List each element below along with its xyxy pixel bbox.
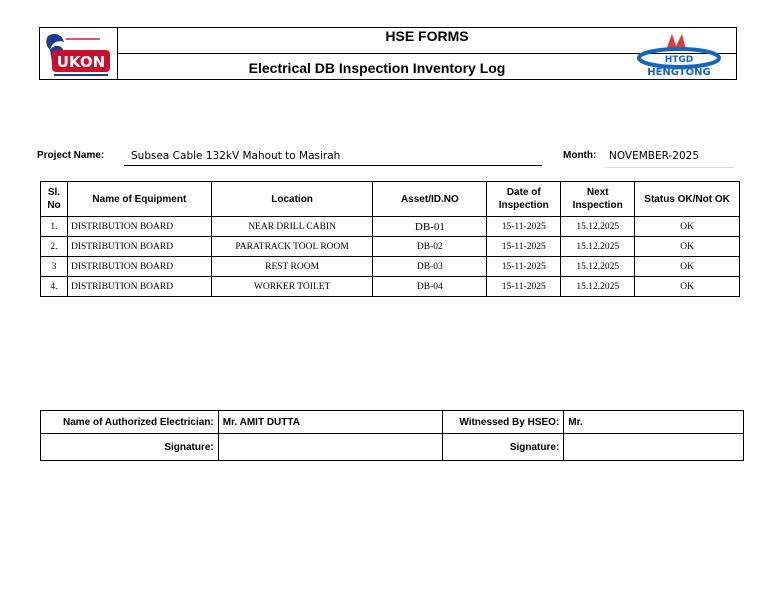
cell-equipment[interactable]: DISTRIBUTION BOARD — [67, 257, 211, 277]
cell-status[interactable]: OK — [635, 217, 740, 237]
project-name-field[interactable]: Subsea Cable 132kV Mahout to Masirah — [124, 148, 542, 166]
column-header-date-of-inspection: Date of Inspection — [487, 182, 561, 217]
table-row — [41, 217, 740, 237]
witness-signature-field[interactable] — [564, 434, 744, 461]
cell-location[interactable]: WORKER TOILET — [211, 277, 373, 297]
cell-asset-id[interactable]: DB-03 — [373, 257, 487, 277]
cell-asset-id[interactable]: DB-04 — [373, 277, 487, 297]
electrician-row — [41, 411, 744, 434]
cell-equipment[interactable]: DISTRIBUTION BOARD — [67, 217, 211, 237]
cell-date-of-inspection[interactable]: 15-11-2025 — [487, 277, 561, 297]
form-header — [39, 27, 737, 80]
form-title: Electrical DB Inspection Inventory Log — [248, 60, 506, 76]
electrician-label: Name of Authorized Electrician: — [41, 411, 219, 434]
hengtong-logo — [636, 28, 736, 79]
witness-name-field[interactable]: Mr. — [564, 411, 744, 434]
witness-label: Witnessed By HSEO: — [443, 411, 564, 434]
cell-location[interactable]: REST ROOM — [211, 257, 373, 277]
cell-location[interactable]: PARATRACK TOOL ROOM — [211, 237, 373, 257]
signature-row — [41, 434, 744, 461]
cell-location[interactable]: NEAR DRILL CABIN — [211, 217, 373, 237]
cell-next-inspection[interactable]: 15.12.2025 — [561, 217, 635, 237]
electrician-signature-field[interactable] — [218, 434, 443, 461]
table-row — [41, 257, 740, 277]
form-category-title: HSE FORMS — [118, 28, 736, 54]
cell-status[interactable]: OK — [635, 277, 740, 297]
column-header-asset-id: Asset/ID.NO — [373, 182, 487, 217]
column-header-sl-no: Sl. No — [41, 182, 68, 217]
cell-asset-id[interactable]: DB-01 — [373, 217, 487, 237]
cell-sl-no[interactable]: 4. — [41, 277, 68, 297]
cell-sl-no[interactable]: 3 — [41, 257, 68, 277]
table-row — [41, 277, 740, 297]
cell-date-of-inspection[interactable]: 15-11-2025 — [487, 217, 561, 237]
cell-status[interactable]: OK — [635, 237, 740, 257]
cell-status[interactable]: OK — [635, 257, 740, 277]
column-header-equipment: Name of Equipment — [67, 182, 211, 217]
svg-text:HTGD: HTGD — [664, 55, 694, 65]
project-name-label: Project Name: — [37, 150, 105, 161]
table-header-row — [41, 182, 740, 217]
column-header-location: Location — [211, 182, 373, 217]
column-header-status: Status OK/Not OK — [635, 182, 740, 217]
signature-table — [40, 410, 744, 461]
cell-equipment[interactable]: DISTRIBUTION BOARD — [67, 237, 211, 257]
cell-sl-no[interactable]: 1. — [41, 217, 68, 237]
cell-equipment[interactable]: DISTRIBUTION BOARD — [67, 277, 211, 297]
cell-next-inspection[interactable]: 15.12.2025 — [561, 257, 635, 277]
cell-sl-no[interactable]: 2. — [41, 237, 68, 257]
ukon-logo — [40, 28, 118, 79]
svg-text:HENGTONG: HENGTONG — [647, 67, 711, 78]
cell-date-of-inspection[interactable]: 15-11-2025 — [487, 257, 561, 277]
electrician-signature-label: Signature: — [41, 434, 219, 461]
electrician-name-field[interactable]: Mr. AMIT DUTTA — [218, 411, 443, 434]
month-label: Month: — [563, 150, 597, 161]
inspection-table — [40, 181, 740, 297]
cell-date-of-inspection[interactable]: 15-11-2025 — [487, 237, 561, 257]
cell-next-inspection[interactable]: 15.12.2025 — [561, 277, 635, 297]
cell-next-inspection[interactable]: 15.12.2025 — [561, 237, 635, 257]
witness-signature-label: Signature: — [443, 434, 564, 461]
table-row — [41, 237, 740, 257]
column-header-next-inspection: Next Inspection — [561, 182, 635, 217]
svg-text:UKON: UKON — [56, 53, 106, 71]
cell-asset-id[interactable]: DB-02 — [373, 237, 487, 257]
month-field[interactable]: NOVEMBER-2025 — [604, 148, 734, 168]
